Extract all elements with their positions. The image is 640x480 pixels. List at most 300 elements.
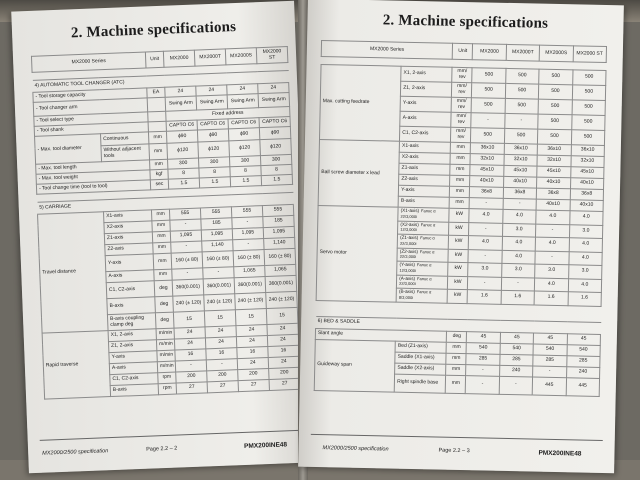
value-cell: 1,095 — [201, 229, 232, 241]
model-header-cell: MX2000T — [506, 44, 540, 61]
value-cell: 1,095 — [263, 226, 294, 238]
group-label-cell: Servo motor — [316, 206, 398, 302]
value-cell: 24 — [174, 338, 205, 350]
spec-label-cell: - Tool select type — [34, 112, 148, 126]
value-cell: 500 — [472, 83, 506, 99]
section-heading: 4) AUTOMATIC TOOL CHANGER (ATC) — [32, 71, 288, 93]
value-cell: 1,065 — [265, 264, 296, 276]
value-cell: 27 — [269, 378, 300, 390]
left-spec-table — [31, 46, 301, 400]
value-cell: 16 — [268, 345, 299, 357]
value-cell: 285 — [533, 355, 567, 367]
value-cell: 24 — [165, 86, 196, 97]
group-label-cell: Travel distance — [38, 212, 109, 333]
value-cell: 40x10 — [470, 176, 504, 188]
unit-cell: sec — [150, 179, 168, 190]
unit-cell: mm — [153, 253, 172, 270]
unit-cell: mm/ rev — [451, 127, 471, 142]
value-cell: 8 — [168, 168, 199, 179]
value-cell: 1,140 — [264, 237, 295, 249]
value-cell: 45x10 — [537, 166, 571, 178]
value-cell: 240 (± 120) — [204, 294, 236, 311]
value-cell: 555 — [231, 206, 262, 218]
axis-cell: B-axis — [110, 384, 158, 397]
value-cell: 4.0 — [535, 278, 569, 292]
value-cell: 36x10 — [504, 143, 538, 155]
value-cell: 15 — [204, 310, 236, 327]
value-cell: 24 — [236, 336, 267, 348]
servo-axis-cell — [397, 275, 448, 290]
servo-axis: (Y-axis) — [399, 261, 416, 268]
value-cell: 15 — [235, 309, 267, 326]
right-page-title: 2. Machine specifications — [382, 12, 549, 32]
value-cell: ϕ90 — [166, 130, 197, 143]
axis-cell: C1, C2-axis — [110, 373, 158, 386]
value-cell: - — [533, 366, 567, 378]
value-cell: 32x10 — [470, 154, 504, 166]
value-cell: 45x10 — [470, 165, 504, 177]
group-label-cell: Ball screw diameter x lead — [318, 140, 400, 208]
value-cell: - — [499, 376, 533, 395]
value-cell: 500 — [538, 114, 572, 130]
right-footer-page: Page 2.2 – 3 — [438, 447, 470, 455]
unit-cell: mm — [446, 375, 466, 393]
value-cell: 15 — [266, 307, 298, 324]
value-cell: 500 — [471, 98, 505, 114]
value-cell: - — [172, 268, 203, 280]
unit-cell: deg — [155, 312, 174, 329]
unit-cell: m/min — [156, 328, 174, 340]
value-cell: 24 — [268, 356, 299, 368]
model-header-cell: MX2000T — [194, 49, 226, 66]
axis-cell: Z1-axis — [104, 232, 152, 245]
right-footer-code: PMX200INE48 — [538, 449, 582, 458]
left-footer-code: PMX200INE48 — [243, 441, 288, 450]
value-cell: - — [170, 219, 201, 231]
axis-cell: B-axis — [107, 297, 156, 315]
value-cell: 45 — [533, 333, 567, 345]
axis-cell: Saddle (X1-axis) — [395, 352, 446, 364]
unit-cell: mm — [152, 220, 170, 232]
value-cell: 1.6 — [467, 290, 501, 304]
axis-cell: A-axis — [109, 362, 157, 375]
value-cell: 540 — [533, 344, 567, 356]
servo-motor-model: Fanuc α 12/3,000i — [399, 262, 432, 273]
model-header-cell: MX2000S — [539, 45, 573, 62]
unit-cell: kW — [449, 208, 469, 222]
value-cell: CAPTO C6 — [197, 119, 228, 130]
value-cell: 1.5 — [199, 177, 230, 188]
right-footer-rule — [311, 434, 603, 441]
value-cell: 45 — [467, 331, 501, 343]
value-cell: 300 — [229, 156, 260, 167]
unit-cell: mm — [450, 175, 470, 186]
value-cell: 3.0 — [569, 224, 603, 238]
value-cell: 500 — [539, 69, 573, 85]
value-cell: - — [466, 364, 500, 376]
left-footer-rule — [40, 430, 299, 441]
value-cell: 240 (± 120) — [173, 295, 205, 312]
value-cell: 24 — [205, 337, 236, 349]
left-footer-spec: MX2000/2500 specification — [42, 448, 109, 457]
group-label-cell: Rapid traverse — [42, 331, 110, 399]
value-cell: 4.0 — [502, 250, 536, 264]
value-cell: Swing Arm — [165, 96, 197, 111]
value-cell: 445 — [566, 377, 600, 396]
value-cell: - — [206, 359, 237, 371]
model-header-cell: MX2000S — [225, 48, 257, 65]
unit-cell: kW — [448, 262, 468, 276]
value-cell: 555 — [169, 208, 200, 220]
value-cell: 36x10 — [471, 143, 505, 155]
value-cell: 1,140 — [202, 240, 233, 252]
axis-cell: Saddle (X2-axis) — [395, 363, 446, 375]
value-cell: 500 — [571, 130, 605, 146]
value-cell: 36x8 — [503, 187, 537, 199]
value-cell: 500 — [505, 83, 539, 99]
unit-cell: mm — [154, 269, 172, 281]
value-cell: 3.0 — [502, 223, 536, 237]
axis-cell: C1, C2-axis — [106, 281, 155, 299]
value-cell: 500 — [472, 68, 506, 84]
servo-axis-cell — [397, 234, 448, 249]
value-cell: 500 — [572, 85, 606, 101]
value-cell: 500 — [471, 128, 505, 144]
unit-cell: EA — [147, 87, 165, 98]
left-page-title: 2. Machine specifications — [70, 18, 237, 42]
unit-cell: mm — [152, 231, 170, 243]
value-cell: 500 — [505, 68, 539, 84]
axis-cell: X1, 2-axis — [401, 66, 453, 82]
value-cell: 32x10 — [571, 156, 605, 168]
unit-cell: m/min — [157, 361, 175, 373]
value-cell: 240 — [566, 366, 600, 378]
axis-cell: B-axis — [398, 196, 449, 208]
value-cell: 4.0 — [469, 236, 503, 250]
axis-cell: Z2-axis — [399, 174, 450, 186]
axis-cell: Y-axis — [109, 351, 157, 364]
unit-header-cell: Unit — [145, 51, 164, 68]
model-header-cell: MX2000 — [473, 44, 507, 61]
value-cell: 24 — [227, 84, 258, 95]
section-heading: 6) BED & SADDLE — [316, 316, 601, 334]
value-cell: 16 — [237, 347, 268, 359]
axis-cell: X2-axis — [104, 221, 152, 234]
axis-cell: Z1-axis — [399, 163, 450, 175]
value-cell: 24 — [267, 334, 298, 346]
value-cell: 27 — [238, 379, 269, 391]
value-cell: - — [471, 113, 505, 129]
value-cell: 300 — [168, 158, 199, 169]
value-cell: 200 — [176, 371, 207, 383]
value-cell: 24 — [196, 85, 227, 96]
series-header-cell: MX2000 Series — [321, 41, 453, 60]
value-cell: 4.0 — [569, 238, 603, 252]
servo-motor-model: Fanuc α 12/3,000i — [400, 221, 436, 233]
value-cell: 24 — [237, 357, 268, 369]
value-cell: 45x10 — [570, 167, 604, 179]
value-cell: CAPTO C6 — [228, 118, 259, 129]
spec-label-cell: - Tool changer arm — [33, 98, 147, 116]
value-cell: Swing Arm — [196, 95, 228, 110]
axis-cell: Y-axis — [105, 254, 154, 272]
value-cell: - — [535, 251, 569, 265]
axis-cell: Z2-axis — [105, 243, 153, 256]
value-cell: 1,095 — [170, 230, 201, 242]
value-cell: 40x10 — [536, 199, 570, 211]
value-cell: 4.0 — [503, 209, 537, 223]
value-cell: 45x10 — [504, 165, 538, 177]
value-cell: 540 — [567, 344, 601, 356]
axis-cell: C1, C2-axis — [400, 126, 452, 142]
value-cell: - — [203, 267, 234, 279]
value-cell: 160 (± 80) — [233, 250, 265, 267]
right-page — [298, 0, 624, 473]
value-cell: 40x10 — [570, 178, 604, 190]
value-cell: 240 (± 120) — [235, 293, 267, 310]
axis-cell: Bed (Z1-axis) — [395, 341, 446, 353]
unit-cell: mm — [446, 364, 466, 375]
unit-cell: mm — [450, 164, 470, 175]
value-cell: 24 — [267, 323, 298, 335]
unit-cell: mm — [446, 342, 466, 353]
axis-cell: Z1, 2-axis — [401, 81, 453, 97]
spec-label-cell: - Tool shank — [34, 122, 148, 136]
value-cell: 27 — [207, 381, 238, 393]
value-cell: - — [468, 276, 502, 290]
unit-cell: mm — [148, 131, 166, 144]
value-cell: 160 (± 80) — [202, 251, 234, 268]
servo-motor-model: Fanuc α 22/3,000i — [399, 235, 435, 246]
unit-cell: rpm — [158, 383, 176, 395]
value-cell: 540 — [500, 343, 534, 355]
servo-motor-model: Fanuc α 8/3,000i — [398, 289, 432, 300]
value-cell: ϕ90 — [228, 128, 259, 141]
left-footer — [28, 440, 311, 457]
spec-label-cell: - Tool change time (tool to tool) — [36, 180, 150, 194]
section-heading: 5) CARRIAGE — [37, 192, 293, 214]
unit-cell: kW — [448, 249, 468, 263]
spec-label-cell: Slant angle — [315, 328, 447, 342]
value-cell: 32x10 — [537, 155, 571, 167]
value-cell: 40x10 — [570, 200, 604, 212]
value-cell: 1.5 — [168, 178, 199, 189]
unit-cell: kW — [449, 222, 469, 236]
unit-cell: mm — [149, 143, 168, 160]
value-cell: 360(0.001) — [172, 279, 204, 296]
unit-cell: mm — [446, 353, 466, 364]
servo-axis-cell — [397, 248, 448, 263]
value-cell: - — [501, 277, 535, 291]
value-cell: 3.0 — [535, 264, 569, 278]
right-footer-spec: MX2000/2500 specification — [322, 445, 389, 453]
value-cell: 240 (± 120) — [266, 291, 298, 308]
value-cell: 1,095 — [232, 228, 263, 240]
value-cell: ϕ120 — [260, 138, 292, 155]
value-cell: 40x10 — [537, 177, 571, 189]
group-label-cell: Max. cutting feedrate — [319, 65, 401, 142]
unit-cell: mm — [450, 186, 470, 197]
value-cell: 285 — [466, 353, 500, 365]
value-cell: 555 — [200, 207, 231, 219]
value-cell: 500 — [572, 100, 606, 116]
value-cell: 4.0 — [469, 209, 503, 223]
unit-cell: mm/ rev — [451, 112, 471, 127]
unit-cell: mm/ rev — [451, 97, 471, 112]
value-cell: 24 — [174, 327, 205, 339]
value-cell: 36x8 — [470, 187, 504, 199]
unit-cell: m/min — [157, 350, 175, 362]
value-cell: - — [233, 239, 264, 251]
value-cell: Fixed address — [166, 106, 290, 121]
value-cell: - — [466, 375, 500, 394]
value-cell: 500 — [538, 129, 572, 145]
value-cell: 4.0 — [569, 211, 603, 225]
spec-label-cell: - Max. tool weight — [36, 170, 150, 184]
value-cell: 555 — [262, 204, 293, 216]
right-spec-table — [314, 40, 607, 396]
servo-axis: (Z2-axis) — [399, 248, 419, 254]
value-cell: 4.0 — [568, 251, 602, 265]
value-cell: 45 — [500, 332, 534, 344]
model-header-cell: MX2000 — [163, 50, 195, 67]
value-cell: Swing Arm — [258, 92, 290, 107]
value-cell: 500 — [539, 84, 573, 100]
value-cell: 4.0 — [502, 236, 536, 250]
value-cell: 500 — [572, 70, 606, 86]
servo-axis-cell — [398, 207, 449, 222]
value-cell: 500 — [571, 115, 605, 131]
unit-header-cell: Unit — [453, 43, 473, 59]
servo-axis-cell — [398, 221, 449, 236]
servo-motor-model: Fanuc α 22/3,000i — [399, 275, 432, 287]
value-cell: 15 — [173, 311, 205, 328]
value-cell: 360(0.001) — [265, 275, 297, 292]
value-cell: - — [232, 217, 263, 229]
value-cell: 3.0 — [568, 265, 602, 279]
value-cell: 360(0.001) — [234, 277, 266, 294]
value-cell: 36x8 — [536, 188, 570, 200]
value-cell: 360(0.001) — [203, 278, 235, 295]
value-cell: - — [175, 360, 206, 372]
value-cell: ϕ120 — [229, 140, 261, 157]
value-cell: 8 — [199, 167, 230, 178]
servo-axis: (A-axis) — [399, 275, 416, 281]
value-cell: 500 — [505, 98, 539, 114]
unit-cell: mm/ rev — [452, 67, 472, 82]
spec-label-cell: - Max. tool diameter — [35, 134, 102, 165]
value-cell: 24 — [258, 83, 289, 94]
unit-cell: m/min — [156, 339, 174, 351]
value-cell: 1.6 — [534, 291, 568, 305]
servo-axis-cell — [396, 288, 447, 303]
axis-cell: X1-axis — [103, 210, 151, 223]
left-page — [11, 1, 312, 474]
value-cell: 200 — [207, 370, 238, 382]
unit-cell: mm/ rev — [452, 82, 472, 97]
value-cell: 8 — [261, 164, 292, 175]
value-cell: 1.5 — [230, 176, 261, 187]
value-cell: 300 — [198, 157, 229, 168]
group-label-cell: Guideway span — [314, 339, 395, 392]
value-cell: 16 — [206, 348, 237, 360]
value-cell: 24 — [236, 325, 267, 337]
servo-axis-cell — [397, 261, 448, 276]
value-cell: 445 — [532, 377, 566, 396]
value-cell: 4.0 — [535, 237, 569, 251]
left-footer-page: Page 2.2 – 2 — [146, 445, 178, 453]
value-cell: 285 — [566, 355, 600, 367]
value-cell: 200 — [269, 367, 300, 379]
servo-motor-model: Fanuc α 22/3,000i — [400, 208, 436, 219]
servo-motor-model: Fanuc α 22/3,000i — [399, 248, 435, 260]
axis-cell: X2-axis — [399, 152, 450, 164]
servo-axis: (X2-axis) — [400, 221, 419, 227]
value-cell: 36x10 — [537, 144, 571, 156]
spec-label-cell: - Tool storage capacity — [33, 88, 147, 102]
right-footer — [299, 445, 615, 458]
value-cell: CAPTO C6 — [166, 120, 197, 131]
value-cell: 200 — [238, 368, 269, 380]
unit-cell: kW — [447, 289, 467, 303]
unit-cell: kgf — [150, 169, 168, 180]
model-header-cell: MX2000 ST — [573, 46, 607, 63]
servo-axis: (Z1-axis) — [400, 234, 419, 241]
value-cell: 160 (± 80) — [171, 252, 203, 269]
value-cell: - — [536, 224, 570, 238]
value-cell: 36x8 — [570, 189, 604, 201]
value-cell: 185 — [201, 218, 232, 230]
value-cell: - — [469, 198, 503, 210]
unit-cell: mm — [449, 197, 469, 208]
value-cell: 300 — [260, 154, 291, 165]
value-cell: - — [503, 198, 537, 210]
value-cell: 500 — [504, 128, 538, 144]
sub-label-cell: Without adjacent tools — [101, 144, 150, 162]
value-cell: 27 — [176, 382, 207, 394]
value-cell: 285 — [500, 354, 534, 366]
unit-cell: mm — [450, 153, 470, 164]
value-cell: 45 — [567, 333, 601, 345]
servo-axis: (X1-axis) — [400, 207, 420, 214]
value-cell: 540 — [466, 342, 500, 354]
axis-cell: Y-axis — [400, 96, 452, 112]
unit-cell: deg — [154, 280, 173, 297]
value-cell: 1.5 — [261, 174, 292, 185]
axis-cell: A-axis — [400, 111, 452, 127]
unit-cell: deg — [155, 296, 174, 313]
value-cell: ϕ90 — [197, 129, 228, 142]
value-cell: ϕ90 — [259, 126, 290, 139]
value-cell: - — [469, 222, 503, 236]
unit-cell: kW — [449, 235, 469, 249]
value-cell: ϕ120 — [198, 141, 230, 158]
axis-cell: X1-axis — [399, 141, 450, 153]
value-cell: CAPTO C6 — [259, 116, 290, 127]
value-cell: 500 — [538, 99, 572, 115]
value-cell: 40x10 — [503, 176, 537, 188]
unit-cell: mm — [151, 209, 169, 221]
axis-cell: A-axis — [106, 270, 154, 283]
series-header-cell: MX2000 Series — [31, 52, 146, 72]
value-cell: - — [468, 249, 502, 263]
value-cell: 160 (± 80) — [264, 248, 296, 265]
unit-cell — [147, 97, 166, 112]
value-cell: 1,065 — [234, 266, 265, 278]
value-cell: 1.6 — [501, 290, 535, 304]
value-cell: 4.0 — [568, 278, 602, 292]
value-cell: 4.0 — [536, 210, 570, 224]
